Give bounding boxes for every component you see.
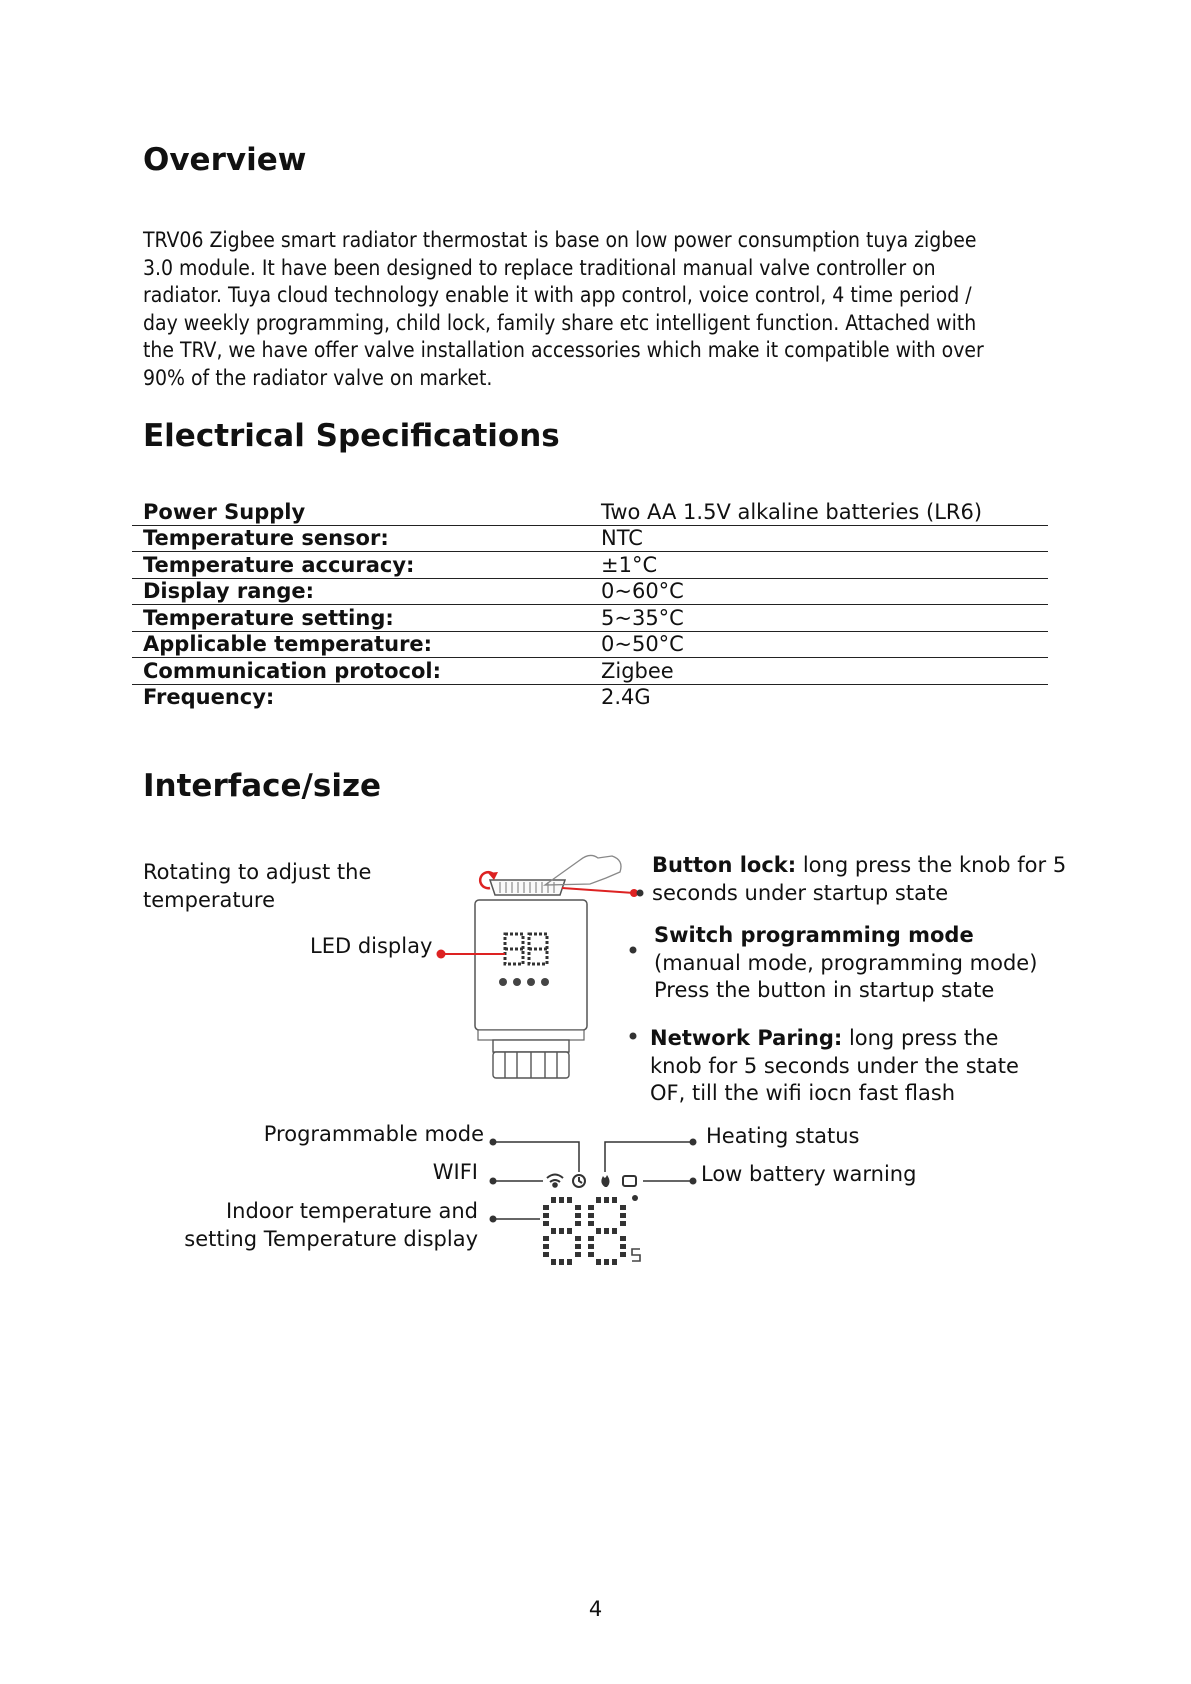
spec-key: Temperature sensor:	[143, 526, 389, 550]
spec-value: NTC	[601, 526, 643, 550]
spec-value: ±1°C	[601, 552, 658, 577]
network-paring-marker	[630, 1033, 637, 1040]
temperature-display-digits	[546, 1200, 623, 1262]
overview-line: the TRV, we have offer valve installation accessories which make it compatible with over	[143, 338, 984, 363]
rotate-arrowhead-icon	[488, 872, 498, 880]
unit-glyph	[632, 1249, 640, 1261]
thermostat-knob	[490, 880, 565, 895]
spec-value: Two AA 1.5V alkaline batteries (LR6)	[601, 499, 983, 524]
switch-mode-marker	[630, 947, 637, 954]
spec-key: Power Supply	[143, 499, 306, 524]
spec-value: Zigbee	[601, 658, 674, 683]
indoor-temperature-line: Indoor temperature and	[225, 1199, 478, 1223]
thermostat-body	[475, 900, 587, 1030]
led-display-label: LED display	[310, 934, 433, 958]
button-lock-pointer	[562, 888, 634, 893]
switch-mode-text: Press the button in startup state	[654, 978, 995, 1002]
wifi-label: WIFI	[432, 1160, 478, 1184]
interface-heading: Interface/size	[143, 768, 382, 804]
electrical-heading: Electrical Specifications	[143, 418, 560, 454]
overview-line: radiator. Tuya cloud technology enable it with app control, voice control, 4 time period /	[143, 283, 972, 308]
overview-line: day weekly programming, child lock, family share etc intelligent function. Attached with	[143, 310, 977, 335]
spec-value: 0~60°C	[601, 579, 684, 603]
coupling-nut	[493, 1040, 569, 1078]
programmable-mode-label: Programmable mode	[263, 1122, 484, 1146]
button-lock-text-2: seconds under startup state	[652, 880, 949, 905]
switch-mode-title: Switch programming mode	[654, 923, 974, 947]
flame-icon	[601, 1175, 609, 1187]
led-pointer-dot	[437, 950, 446, 959]
network-paring-text: OF, till the wifi iocn fast flash	[650, 1081, 956, 1105]
spec-key: Temperature accuracy:	[143, 552, 415, 577]
wifi-icon	[547, 1175, 563, 1187]
overview-line: 3.0 module. It have been designed to replace traditional manual valve controller on	[143, 255, 936, 280]
spec-key: Display range:	[143, 579, 315, 603]
overview-line: 90% of the radiator valve on market.	[143, 365, 493, 390]
network-paring-text: long press the	[842, 1026, 999, 1050]
clock-icon	[573, 1175, 585, 1187]
low-battery-label: Low battery warning	[701, 1162, 917, 1186]
button-lock-marker	[637, 890, 644, 897]
spec-value: 0~50°C	[601, 632, 684, 656]
spec-key: Communication protocol:	[143, 658, 441, 683]
spec-value: 2.4G	[601, 685, 651, 709]
overview-heading: Overview	[143, 142, 307, 178]
spec-key: Applicable temperature:	[143, 632, 433, 656]
button-lock-title: Button lock:	[652, 853, 797, 877]
switch-mode-text: (manual mode, programming mode)	[654, 950, 1038, 975]
network-paring-title: Network Paring:	[650, 1026, 843, 1050]
spec-key: Frequency:	[143, 685, 275, 709]
overview-line: TRV06 Zigbee smart radiator thermostat is base on low power consumption tuya zigbee	[143, 228, 977, 252]
network-paring-text: knob for 5 seconds under the state	[650, 1053, 1019, 1078]
indoor-temperature-line: setting Temperature display	[184, 1226, 478, 1251]
rotate-label-line: Rotating to adjust the	[143, 860, 372, 884]
battery-icon	[623, 1176, 636, 1186]
page-number: 4	[588, 1597, 603, 1621]
heating-status-label: Heating status	[706, 1124, 860, 1148]
degree-dot	[632, 1195, 638, 1201]
rotate-label-line: temperature	[143, 887, 275, 912]
button-lock-text: long press the knob for 5	[796, 853, 1067, 877]
thermostat-bottom	[478, 1030, 584, 1040]
spec-value: 5~35°C	[601, 605, 684, 630]
spec-key: Temperature setting:	[143, 605, 394, 630]
